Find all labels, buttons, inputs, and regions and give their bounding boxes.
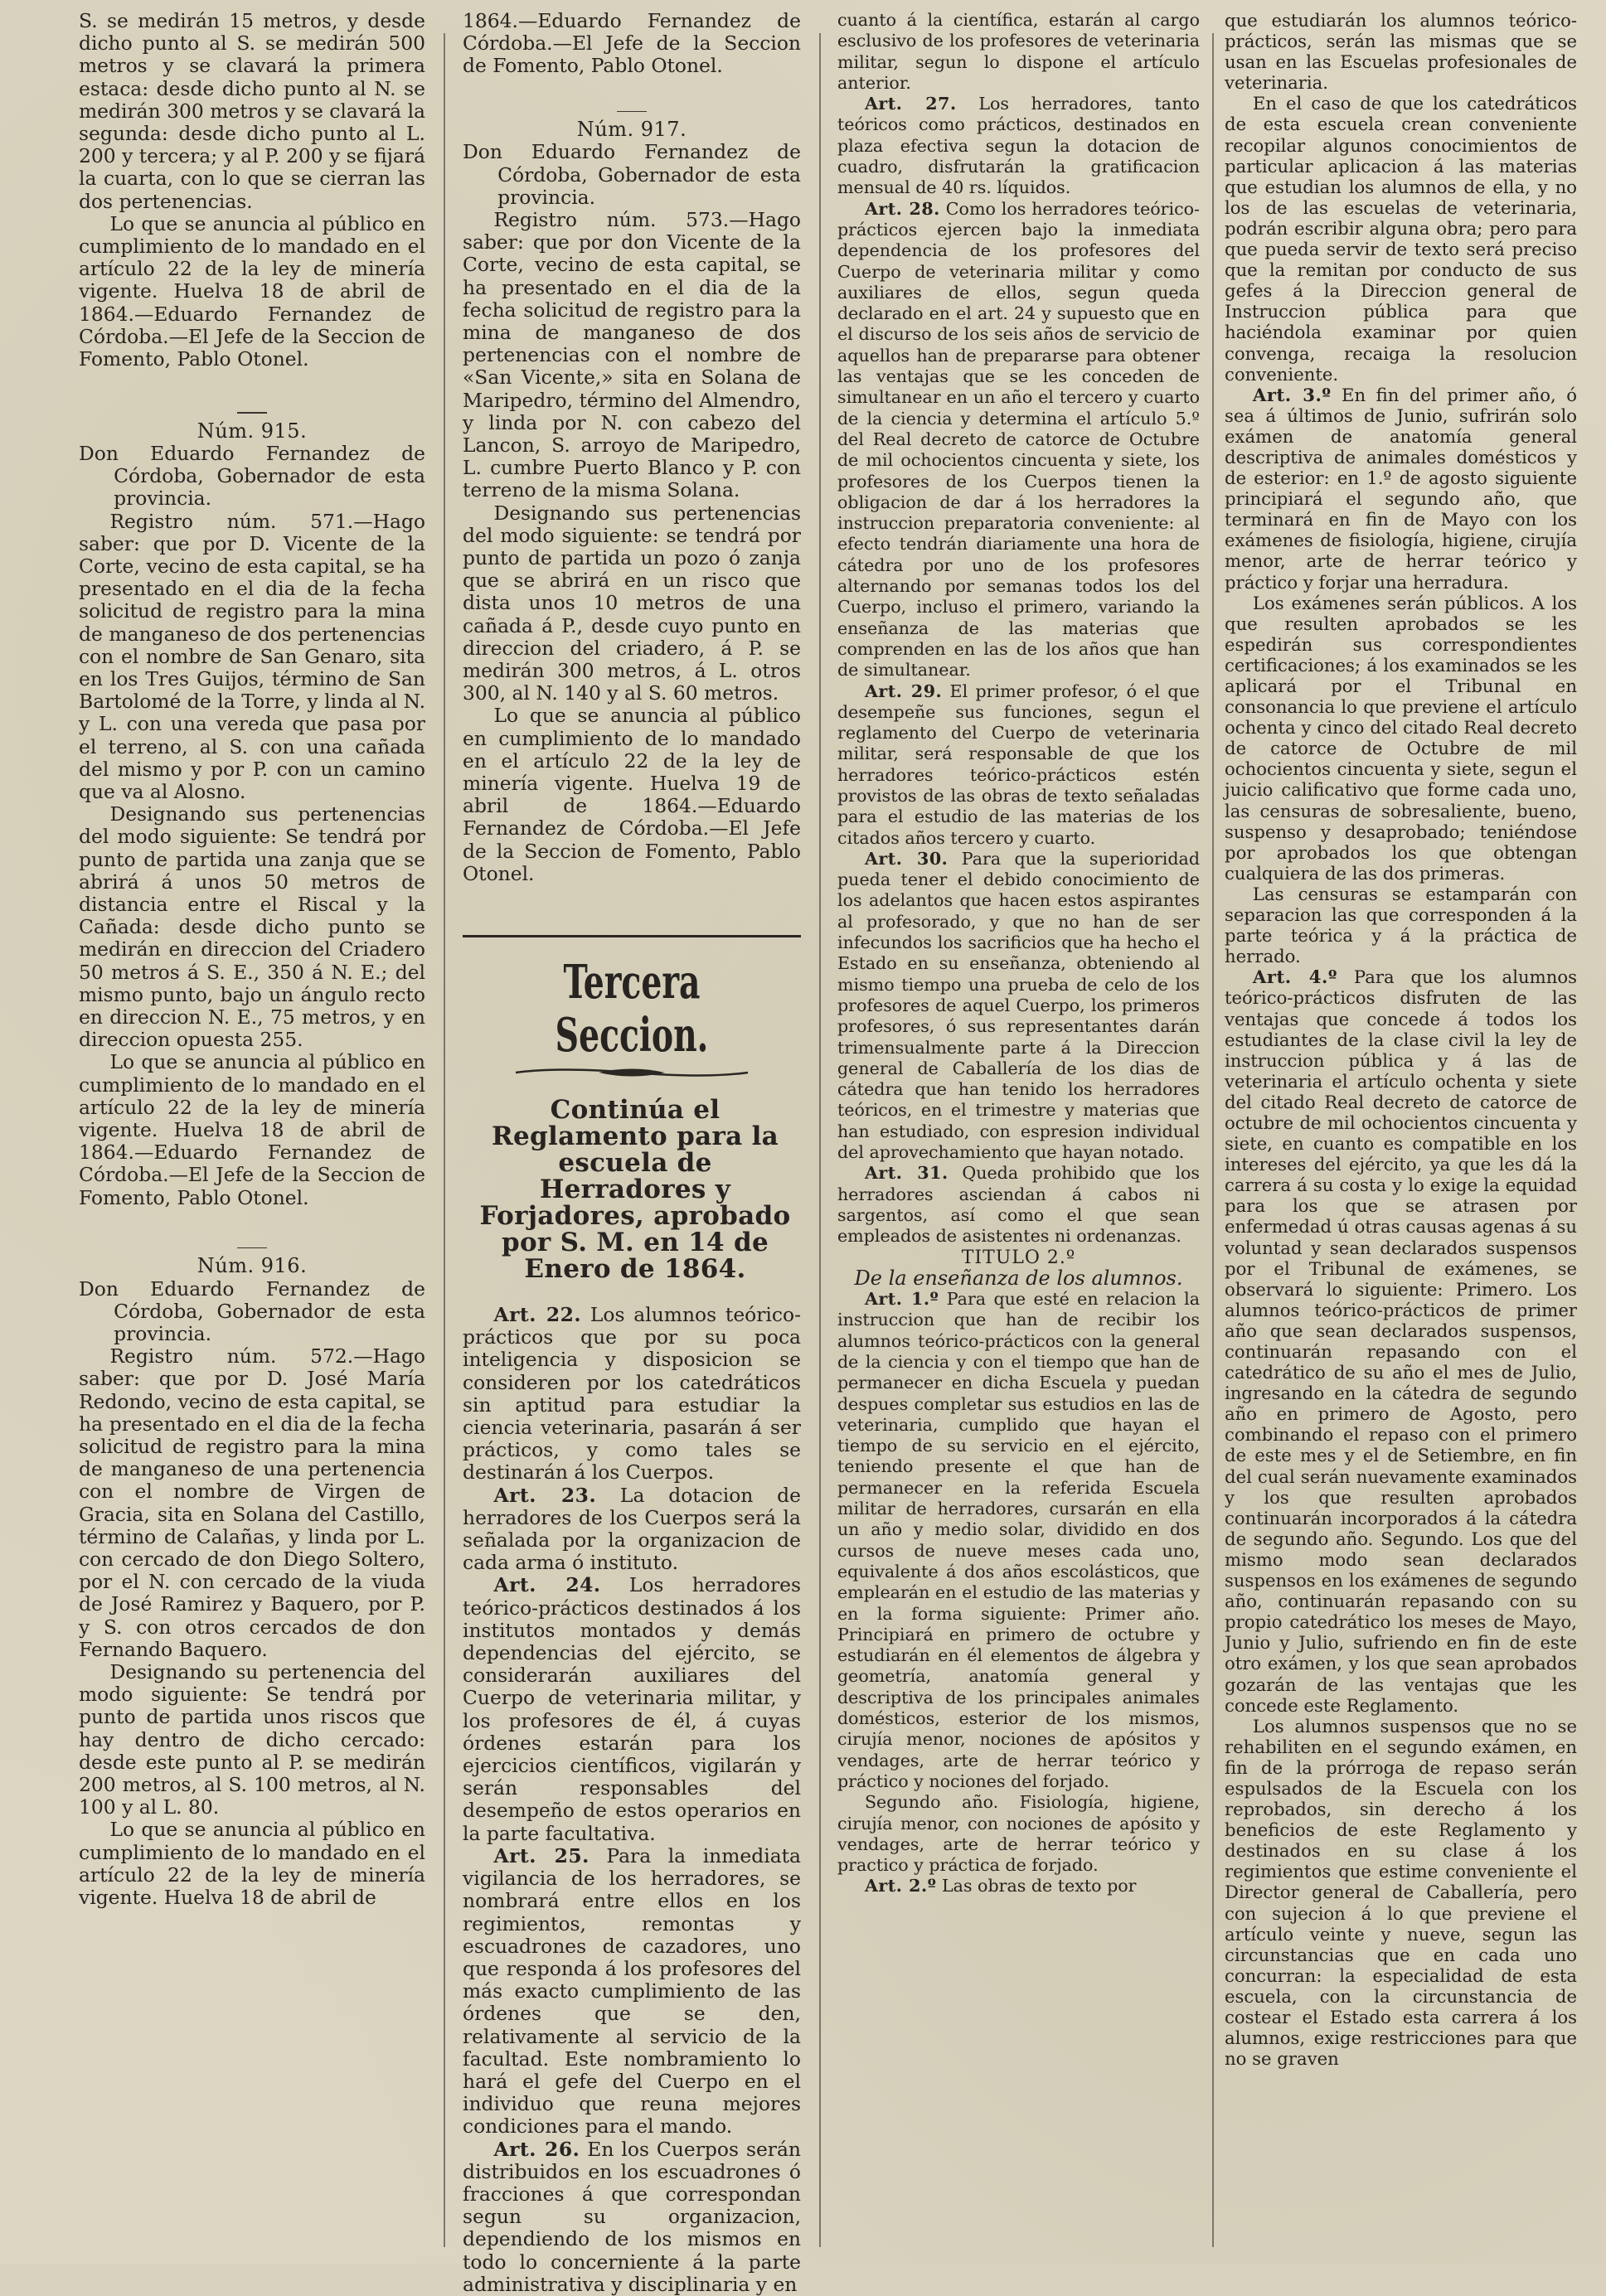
paragraph: Designando sus pertenencias del modo siguiente: Se tendrá por punto de partida una zanja que se abrirá á unos 50 metros de distancia entre el Riscal y la Cañada: desde dicho punto se medirán en direccion del Criadero 50 metros á S. E., 350 á N. E.; del mismo punto, bajo un ángulo recto en direccion N. E., 75 metros, y en direccion opuesta 255. — [79, 802, 425, 1052]
article-text: Para la inmediata vigilancia de los herradores, se nombrará entre ellos en los regimientos, remontas y escuadrones de cazadores, uno que responda á los profesores del más exacto cumplimiento de las órdenes que se den, relativamente al servicio de la facultad. Este nombramiento lo hará el gefe del Cuerpo en el individuo que reuna mejores condiciones para el mando. — [463, 1843, 802, 2139]
column-rule — [444, 33, 445, 2247]
ornament-flourish-icon — [507, 1065, 756, 1080]
column-rule — [1212, 33, 1214, 2247]
notice-number: Núm. 915. — [197, 419, 308, 443]
article-label: Art. 30. — [864, 848, 949, 869]
article-label: Art. 24. — [493, 1573, 601, 1597]
paragraph: Los exámenes serán públicos. A los que resulten aprobados se les espedirán sus correspondientes certificaciones; á los examinados se les aplicará por el Tribunal en consonancia lo que previene el artículo ochenta y cinco del citado Real decreto de catorce de Octubre de mil ochocientos cincuenta y siete, segun el juicio calificativo que forme cada uno, las censuras de sobresaliente, bueno, suspenso y desaprobado; teniéndose por aprobados los que obtengan cualquiera de las dos primeras. — [1225, 592, 1577, 884]
paragraph: Registro núm. 571.—Hago saber: que por D. Vicente de la Corte, vecino de esta capital, se ha presentado en el dia de la fecha solicitud de registro para la mina de manganeso de dos pertenencias con el nombre de San Genaro, sita en los Tres Guijos, término de San Bartolomé de la Torre, y linda al N. y L. con una vereda que pasa por el terreno, al S. con una cañada del mismo y por P. con un camino que va al Alosno. — [79, 509, 425, 803]
section-rule — [463, 935, 801, 937]
notice-header: Don Eduardo Fernandez de Córdoba, Gobernador de esta provincia. — [79, 1276, 425, 1345]
column-rule — [819, 33, 821, 2247]
paragraph: Segundo año. Fisiología, higiene, cirujía menor, con nociones de apósito y vendages, arte de herrar teórico y practico y práctica de forjado. — [837, 1792, 1200, 1876]
notice-number: Núm. 917. — [576, 118, 687, 142]
paragraph: Lo que se anuncia al público en cumplimiento de lo mandado en el artículo 22 de la ley de minería vigente. Huelva 19 de abril de 1864.—Eduardo Fernandez de Córdoba.—El Jefe de la Seccion de Fomento, Pablo Otonel. — [463, 704, 801, 885]
article — [837, 681, 1200, 849]
article-text: Para que esté en relacion la instruccion que han de recibir los alumnos teórico-prácticos con la general de la ciencia y con el tiempo que han de permanecer en dicha Escuela y puedan despues completar sus estudios en las de veterinaria, cumplido que hayan el tiempo de su servicio en el ejército, teniendo presente el que han de permanecer en la referida Escuela militar de herradores, cursarán en ella un año y medio solar, dividido en dos cursos de nueve meses cada uno, equivalente á dos años escolásticos, que emplearán en el estudio de las materias y en la forma siguiente: Primer año. Principiará en primero de octubre y estudiarán en él elementos de álgebra y geometría, anatomía general y descriptiva de los principales animales domésticos, esterior de los mismos, cirujía menor, nociones de apósitos y vendages, arte de herrar teórico y práctico y nociones del forjado. — [837, 1289, 1200, 1791]
paragraph: 1864.—Eduardo Fernandez de Córdoba.—El Jefe de la Seccion de Fomento, Pablo Otonel. — [463, 9, 801, 78]
article-label: Art. 4.º — [1252, 966, 1337, 988]
article-text: Los alumnos teórico-prácticos que por su poca inteligencia y disposicion se consideren por los catedráticos sin aptitud para estudiar la ciencia veterinaria, pasarán á ser prácticos, y como tales se destinarán á los Cuerpos. — [463, 1303, 801, 1485]
article — [463, 1574, 801, 1844]
article-label: Art. 29. — [864, 681, 943, 701]
section-title: Tercera Seccion. — [555, 955, 709, 1063]
paragraph: Lo que se anuncia al público en cumplimiento de lo mandado en el artículo 22 de la ley de minería vigente. Huelva 18 de abril de — [79, 1818, 425, 1910]
article — [1225, 966, 1577, 1715]
paragraph: cuanto á la científica, estarán al cargo esclusivo de los profesores de veterinaria militar, segun lo dispone el artículo anterior. — [837, 10, 1200, 93]
article-text: Para que la superioridad pueda tener el debido conocimiento de los adelantos que hacen estos aspirantes al profesorado, y que no han de ser infecundos los sacrificios que ha hecho el Estado en su enseñanza, obteniendo al mismo tiempo una prueba de celo de los profesores de aquel Cuerpo, los primeros profesores, ó sus representantes darán trimensualmente parte á la Direccion general de Caballería de los dias de cátedra que han tenido los herradores teóricos, en el trimestre y materias que han estudiado, con espresion individual del aprovechamiento que hayan notado. — [837, 848, 1200, 1163]
article — [837, 849, 1200, 1163]
article — [463, 1845, 801, 2139]
article-label: Art. 22. — [493, 1303, 582, 1327]
paragraph: Los alumnos suspensos que no se rehabiliten en el segundo exámen, en fin de la prórroga de repaso serán espulsados de la Escuela con los reprobados, sin derecho á los beneficios de este Reglamento y destinados en su clase á los regimientos que estime conveniente el Director general de Caballería, pero con sujecion á lo que previene el artículo veinte y nueve, segun las circunstancias que en cada uno concurran: la especialidad de esta escuela, con la circunstancia de costear el Estado esta carrera á los alumnos, exige restricciones para que no se graven — [1225, 1715, 1577, 2070]
notice-number: Núm. 916. — [197, 1254, 308, 1278]
article-text: Como los herradores teórico-prácticos ejercen bajo la inmediata dependencia de los profesores del Cuerpo de veterinaria militar y como auxiliares de ellos, segun queda declarado en el art. 24 y supuesto que en el discurso de los seis años de servicio de aquellos han de prepararse para obtener las ventajas que se les conceden de simultanear en un año el tercero y cuarto de la ciencia y determina el artículo 5.º del Real decreto de catorce de Octubre de mil ochocientos cincuenta y siete, los profesores de los Cuerpos tienen la obligacion de dar á los herradores la instruccion preparatoria conveniente: al efecto tendrán diariamente una hora de cátedra por uno de los profesores alternando por semanas todos los del Cuerpo, incluso el primero, variando la enseñanza de las materias que comprenden en las de los años que han de simultanear. — [837, 198, 1201, 681]
paragraph: que estudiarán los alumnos teórico-prácticos, serán las mismas que se usan en las Escuelas profesionales de veterinaria. — [1225, 10, 1577, 94]
article-text: Las obras de texto por — [941, 1876, 1137, 1896]
divider — [617, 111, 647, 113]
column-4 — [1225, 10, 1577, 2254]
paragraph: Registro núm. 572.—Hago saber: que por D. José María Redondo, vecino de esta capital, se ha presentado en el dia de la fecha solicitud de registro para la mina de manganeso de una pertenencia con el nombre de Virgen de Gracia, sita en Solana del Castillo, término de Calañas, y linda por L. con cercado de don Diego Soltero, por el N. con cercado de la viuda de José Ramirez y Baquero, por P. y S. con otros cercados de don Fernando Baquero. — [79, 1344, 425, 1661]
paragraph: Designando su pertenencia del modo siguiente: Se tendrá por punto de partida unos riscos que hay dentro de dicho cercado: desde este punto al P. se medirán 200 metros, al S. 100 metros, al N. 100 y al L. 80. — [79, 1660, 425, 1819]
divider — [237, 412, 267, 414]
column-1 — [79, 10, 425, 2254]
article-label: Art. 31. — [864, 1163, 949, 1184]
notice-header: Don Eduardo Fernandez de Córdoba, Gobernador de esta provincia. — [79, 441, 425, 511]
paragraph: Registro núm. 573.—Hago saber: que por don Vicente de la Corte, vecino de esta capital, se ha presentado en el dia de la fecha solicitud de registro para la mina de manganeso de dos pertenencias con el nombre de «San Vicente,» sita en Solana de Maripedro, término del Almendro, y linda por N. con cabezo del Lancon, S. arroyo de Maripedro, L. cumbre Puerto Blanco y P. con terreno de la misma Solana. — [463, 207, 802, 502]
article — [463, 1304, 801, 1485]
article — [837, 1163, 1200, 1247]
article-label: Art. 27. — [864, 94, 957, 114]
paragraph: S. se medirán 15 metros, y desde dicho punto al S. se medirán 500 metros y se clavará la primera estaca: desde dicho punto al N. se medirán 300 metros y se clavará la segunda: desde dicho punto al L. 200 y tercera; y al P. 200 y se fijará la cuarta, con lo que se cierran las dos pertenencias. — [79, 9, 425, 213]
paragraph: Designando sus pertenencias del modo siguiente: se tendrá por punto de partida un pozo ó zanja que se abrirá en un risco que dista unos 10 metros de una cañada á P., desde cuyo punto en direccion del criadero, á P. se medirán 300 metros, á L. otros 300, al N. 140 y al S. 60 metros. — [463, 501, 801, 705]
article — [463, 1485, 801, 1575]
article-text: Los herradores, tanto teóricos como prácticos, destinados en plaza efectiva segun la dotacion de cuadro, disfrutarán la gratificacion mensual de 40 rs. líquidos. — [837, 94, 1201, 198]
article-text: En los Cuerpos serán distribuidos en los escuadrones ó fracciones á que correspondan segun su organizacion, dependiendo de los mismos en todo lo concerniente á la parte administrativa y disciplinaria y en — [463, 2137, 801, 2296]
article-label: Art. 28. — [864, 198, 940, 219]
article-text: Los herradores teórico-prácticos destinados á los institutos montados y demás dependencias del ejército, se considerarán auxiliares del Cuerpo de veterinaria militar, y los profesores de él, á cuyas órdenes estarán para los ejercicios científicos, vigilarán y serán responsables del desempeño de estos operarios en la parte facultativa. — [463, 1573, 801, 1845]
article — [837, 1289, 1200, 1792]
article — [1225, 385, 1577, 593]
column-2 — [463, 9, 802, 2296]
article-text: La dotacion de herradores de los Cuerpos será la señalada por la organizacion de cada arma ó instituto. — [463, 1483, 801, 1575]
article-label: Art. 2.º — [864, 1876, 937, 1896]
article-label: Art. 3.º — [1252, 384, 1332, 405]
article — [463, 2139, 801, 2296]
title-heading: TITULO 2.º — [961, 1247, 1076, 1268]
article-text: Para que los alumnos teórico-prácticos disfruten de las ventajas que concede á todos los estudiantes de la clase civil la ley de instruccion pública y á las de veterinaria el artículo ochenta y siete del citado Real decreto de catorce de octubre de mil ochocientos cincuenta y siete, en cuanto es compatible en los intereses del ejército, ya que les dá la carrera á su costa y lo exige la equidad para los que se atrasen por enfermedad ú otras causas agenas á su voluntad y sean declarados suspensos por el Tribunal de exámenes, se observará lo siguiente: Primero. Los alumnos teórico-prácticos de primer año que sean declarados suspensos, continuarán repasando con el catedrático de su año el mes de Julio, ingresando en la cátedra de segundo año en primero de Agosto, pero combinando el repaso con el primero de este mes y el de Setiembre, en fin del cual serán nuevamente examinados y los que resulten aprobados continuarán incorporados á la cátedra de segundo año. Segundo. Los que del mismo modo sean declarados suspensos en los exámenes de segundo año, continuarán repasando con su propio catedrático los meses de Mayo, Junio y Julio, sufriendo en fin de este otro exámen, y los que sean aprobados gozarán de las ventajas que les concede este Reglamento. — [1225, 966, 1577, 1716]
article-label: Art. 1.º — [864, 1289, 939, 1310]
notice-header: Don Eduardo Fernandez de Córdoba, Gobernador de esta provincia. — [463, 140, 801, 209]
article — [837, 1876, 1200, 1896]
column-3 — [837, 10, 1200, 2254]
article-text: El primer profesor, ó el que desempeñe sus funciones, segun el reglamento del Cuerpo de veterinaria militar, será responsable de que los herradores teórico-prácticos estén provistos de las obras de texto señaladas para el estudio de las materias de los citados años tercero y cuarto. — [837, 681, 1200, 848]
article — [837, 199, 1200, 681]
section-subtitle: Continúa el Reglamento para la escuela de Herradores y Forjadores, aprobado por S. M. en 14 de Enero de 1864. — [479, 1095, 791, 1285]
paragraph: Las censuras se estamparán con separacion las que corresponden á la parte teórica y á la práctica de herrado. — [1225, 883, 1577, 967]
article-text: Queda prohibido que los herradores asciendan á cabos ni sargentos, así como el que sean empleados de asistentes ni ordenanzas. — [837, 1163, 1200, 1247]
paragraph: Lo que se anuncia al público en cumplimiento de lo mandado en el artículo 22 de la ley de minería vigente. Huelva 18 de abril de 1864.—Eduardo Fernandez de Córdoba.—El Jefe de la Seccion de Fomento, Pablo Otonel. — [79, 1050, 425, 1209]
article-label: Art. 25. — [493, 1843, 590, 1867]
paragraph: Lo que se anuncia al público en cumplimiento de lo mandado en el artículo 22 de la ley de minería vigente. Huelva 18 de abril de 1864.—Eduardo Fernandez de Córdoba.—El Jefe de la Seccion de Fomento, Pablo Otonel. — [79, 211, 425, 371]
article-label: Art. 23. — [493, 1483, 597, 1507]
article — [837, 94, 1200, 198]
chapter-heading: De la enseñanza de los alumnos. — [854, 1266, 1183, 1290]
article-text: En fin del primer año, ó sea á últimos de Junio, sufrirán solo exámen de anatomía general descriptiva de animales domésticos y de esterior: en 1.º de agosto siguiente principiará el segundo año, que terminará en fin de Mayo con los exámenes de fisiología, higiene, cirujía menor, arte de herrar teórico y práctico y forjar una herradura. — [1225, 384, 1577, 593]
article-label: Art. 26. — [493, 2137, 580, 2161]
paragraph: En el caso de que los catedráticos de esta escuela crean conveniente recopilar algunos conocimientos de particular aplicacion á las materias que estudian los alumnos de ella, y no los de las escuelas de veterinaria, podrán escribir alguna obra; pero para que pueda servir de texto será preciso que la remitan por conducto de sus gefes á la Direccion general de Instruccion pública para que haciéndola examinar por quien convenga, recaiga la resolucion conveniente. — [1225, 93, 1577, 385]
divider — [237, 1247, 267, 1249]
